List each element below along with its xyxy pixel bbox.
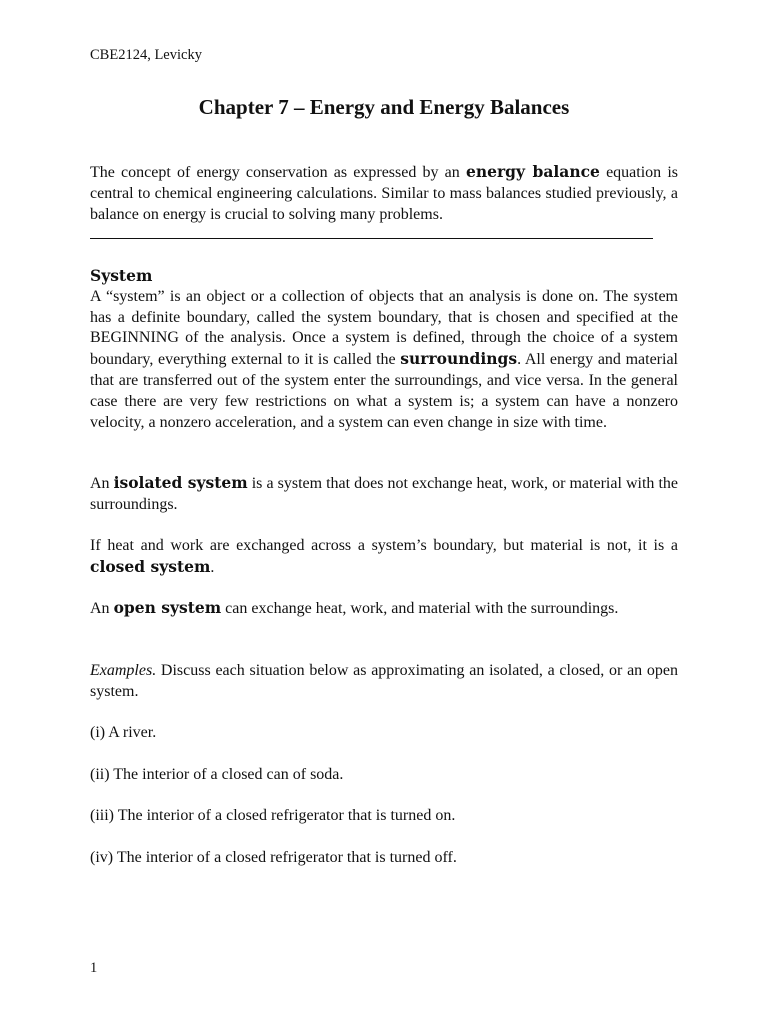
isolated-paragraph <box>90 473 678 516</box>
intro-text-1: The concept of energy conservation as expressed by an <box>90 164 466 181</box>
term-open-system: open system <box>113 598 222 617</box>
open-paragraph <box>90 598 678 620</box>
isolated-text-2: is a system that does not exchange heat, work, or material with the surroundings. <box>90 475 678 513</box>
examples-text: Discuss each situation below as approximating an isolated, a closed, or an open system. <box>90 662 678 700</box>
system-text-1: A “system” is an object or a collection of objects that an analysis is done on. The system has a definite boundary, called the system boundary, that is chosen and specified at the BEGINNING of the analysis. Once a system is defined, through the choice of a system boundary, everything external to it is called the <box>90 287 678 369</box>
closed-paragraph <box>90 536 678 579</box>
examples-label: Examples. <box>90 662 157 679</box>
intro-text-2: equation is central to chemical engineering calculations. Similar to mass balances studied previously, a balance on energy is crucial to solving many problems. <box>90 164 679 223</box>
isolated-text-1: An <box>90 475 114 492</box>
page-number: 1 <box>90 960 98 976</box>
open-text-1: An <box>90 600 114 617</box>
term-surroundings: surroundings <box>400 349 518 369</box>
example-item: (i) A river. <box>90 724 157 741</box>
closed-text-1: If heat and work are exchanged across a system’s boundary, but material is not, it is a <box>90 537 678 554</box>
term-energy-balance: energy balance <box>465 162 600 181</box>
system-heading: System <box>90 266 153 285</box>
intro-paragraph <box>90 162 678 225</box>
example-item: (iii) The interior of a closed refrigerator that is turned on. <box>90 807 456 824</box>
chapter-title: Chapter 7 – Energy and Energy Balances <box>198 95 570 119</box>
system-section <box>90 266 678 433</box>
examples-paragraph <box>90 661 678 703</box>
example-item: (ii) The interior of a closed can of soda. <box>90 766 344 783</box>
term-isolated-system: isolated system <box>113 473 248 492</box>
closed-text-2: . <box>210 558 215 576</box>
term-closed-system: closed system <box>90 556 211 576</box>
open-text-2: can exchange heat, work, and material with the surroundings. <box>221 600 619 617</box>
example-item: (iv) The interior of a closed refrigerator that is turned off. <box>90 849 457 866</box>
system-text-2: . All energy and material that are transferred out of the system enter the surroundings, and vice versa. In the general case there are very few restrictions on what a system is; a system can have a nonzero velocity, a nonzero acceleration, and a system can even change in size with time. <box>90 351 678 431</box>
course-header: CBE2124, Levicky <box>90 47 202 63</box>
horizontal-rule <box>90 238 653 239</box>
document-page <box>90 0 678 1024</box>
